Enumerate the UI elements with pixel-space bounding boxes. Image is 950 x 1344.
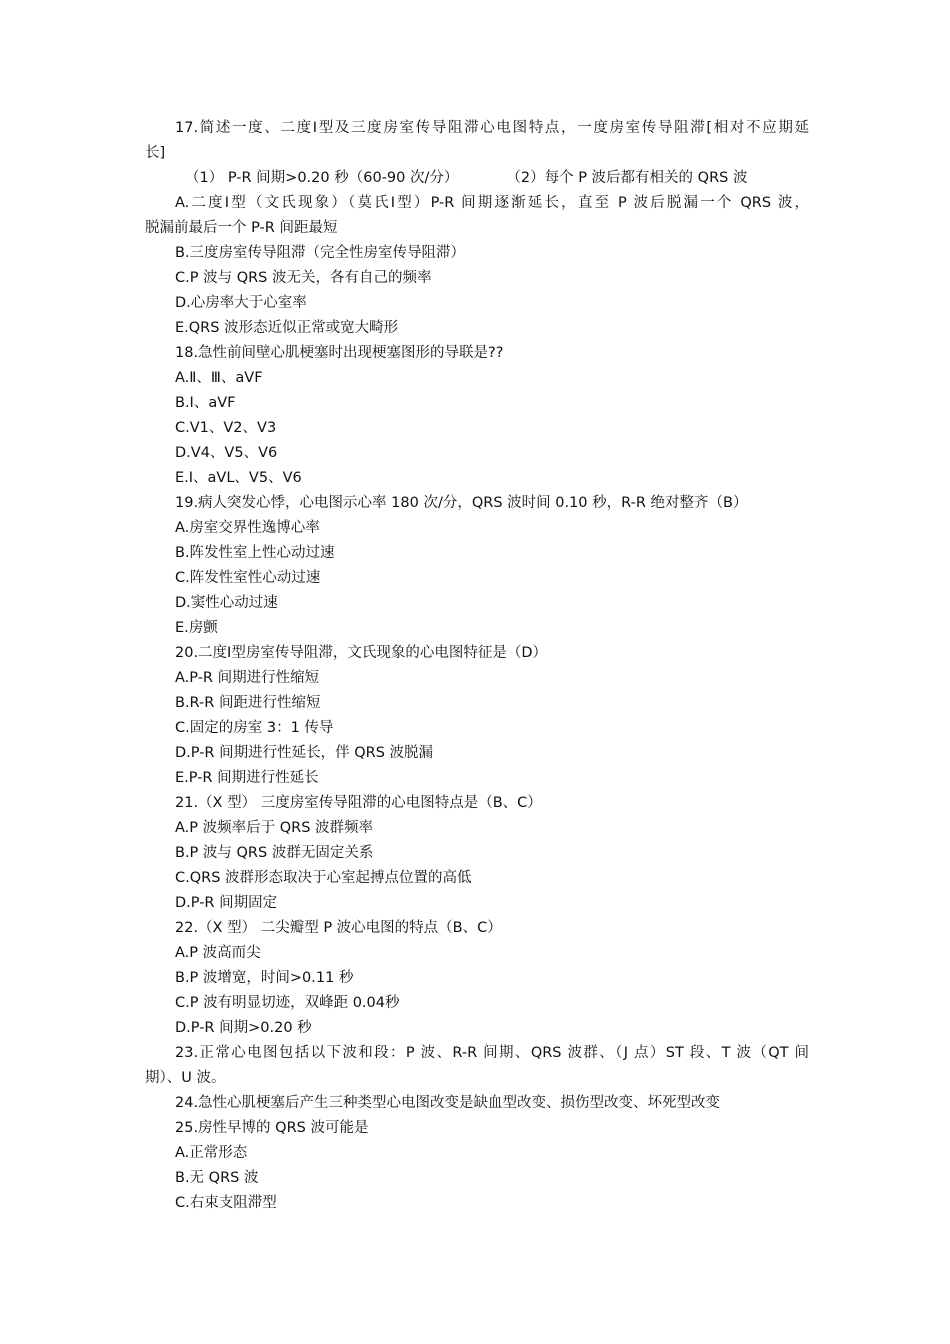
- text-segment: （1） P-R 间期>0.20 秒（60-90 次/分）: [185, 170, 459, 186]
- text-line: 期）、U 波。: [145, 1070, 226, 1086]
- text-line: D.P-R 间期固定: [175, 895, 278, 911]
- text-line: C.QRS 波群形态取决于心室起搏点位置的高低: [175, 870, 472, 886]
- text-line: 23.正常心电图包括以下波和段：P 波、R-R 间期、QRS 波群、（J 点）ST 段、T 波（QT 间: [175, 1045, 809, 1061]
- text-line: C.P 波有明显切迹，双峰距 0.04秒: [175, 995, 400, 1011]
- text-line: D.P-R 间期>0.20 秒: [175, 1020, 312, 1036]
- text-line: C.V1、V2、V3: [175, 420, 277, 436]
- text-line: B.无 QRS 波: [175, 1170, 259, 1186]
- text-line: 18.急性前间壁心肌梗塞时出现梗塞图形的导联是??: [175, 345, 504, 361]
- text-line: E.房颤: [175, 620, 218, 636]
- text-line: 22.（X 型） 二尖瓣型 P 波心电图的特点（B、C）: [175, 920, 502, 936]
- text-line: E.QRS 波形态近似正常或宽大畸形: [175, 320, 399, 336]
- text-line: D.窦性心动过速: [175, 595, 278, 611]
- text-line: C.固定的房室 3：1 传导: [175, 720, 334, 736]
- text-line: C.P 波与 QRS 波无关，各有自己的频率: [175, 270, 432, 286]
- text-line: D.心房率大于心室率: [175, 295, 307, 311]
- text-line: A.二度Ⅰ型（文氏现象）（莫氏Ⅰ型）P-R 间期逐渐延长，直至 P 波后脱漏一个 QRS 波，: [175, 195, 809, 211]
- text-line: B.三度房室传导阻滞（完全性房室传导阻滞）: [175, 245, 466, 261]
- text-segment: （2）每个 P 波后都有相关的 QRS 波: [506, 170, 748, 186]
- text-line: B.Ⅰ、aVF: [175, 395, 236, 411]
- text-line: B.阵发性室上性心动过速: [175, 545, 335, 561]
- text-line: E.P-R 间期进行性延长: [175, 770, 319, 786]
- text-line: A.Ⅱ、Ⅲ、aVF: [175, 370, 263, 386]
- text-line: D.V4、V5、V6: [175, 445, 278, 461]
- text-line: D.P-R 间期进行性延长，伴 QRS 波脱漏: [175, 745, 434, 761]
- text-line: 20.二度Ⅰ型房室传导阻滞，文氏现象的心电图特征是（D）: [175, 645, 547, 661]
- document-page: [145, 116, 809, 1216]
- text-line: 脱漏前最后一个 P-R 间距最短: [145, 220, 338, 236]
- text-line: 长]: [145, 145, 166, 161]
- text-line: 19.病人突发心悸，心电图示心率 180 次/分，QRS 波时间 0.10 秒，R-R 绝对整齐（B）: [175, 495, 748, 511]
- text-line: A.P 波频率后于 QRS 波群频率: [175, 820, 374, 836]
- text-line: 24.急性心肌梗塞后产生三种类型心电图改变是缺血型改变、损伤型改变、坏死型改变: [175, 1095, 721, 1111]
- text-line: [145, 166, 809, 191]
- text-line: C.阵发性室性心动过速: [175, 570, 321, 586]
- text-line: B.R-R 间距进行性缩短: [175, 695, 321, 711]
- text-line: B.P 波与 QRS 波群无固定关系: [175, 845, 374, 861]
- text-line: A.房室交界性逸博心率: [175, 520, 320, 536]
- text-line: A.P-R 间期进行性缩短: [175, 670, 320, 686]
- text-line: 25.房性早博的 QRS 波可能是: [175, 1120, 369, 1136]
- text-line: C.右束支阻滞型: [175, 1195, 277, 1211]
- text-line: 21.（X 型） 三度房室传导阻滞的心电图特点是（B、C）: [175, 795, 542, 811]
- text-line: A.正常形态: [175, 1145, 248, 1161]
- text-line: B.P 波增宽，时间>0.11 秒: [175, 970, 354, 986]
- text-line: E.Ⅰ、aVL、V5、V6: [175, 470, 302, 486]
- text-line: 17.简述一度、二度Ⅰ型及三度房室传导阻滞心电图特点，一度房室传导阻滞[相对不应期延: [175, 120, 809, 136]
- text-line: A.P 波高而尖: [175, 945, 261, 961]
